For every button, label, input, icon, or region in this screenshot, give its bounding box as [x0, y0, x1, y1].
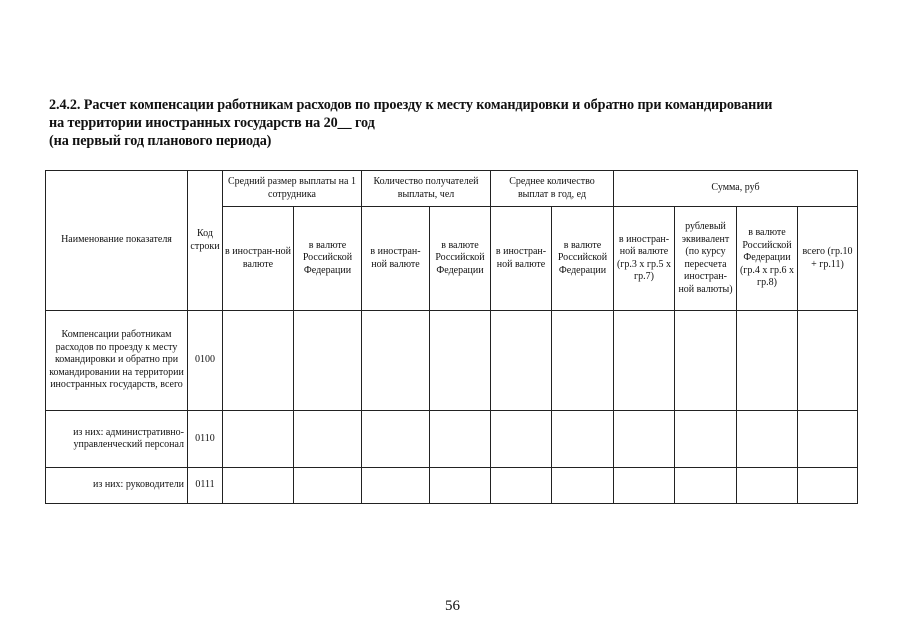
- data-cell[interactable]: [294, 468, 362, 504]
- data-cell[interactable]: [798, 311, 858, 411]
- row-label: Компенсации работникам расходов по проезду к месту командировки и обратно при командировании на территории иностранных государств, всего: [46, 311, 188, 411]
- sub-sum-foreign: в иностран-ной валюте (гр.3 х гр.5 х гр.7): [614, 207, 675, 311]
- data-cell[interactable]: [223, 411, 294, 468]
- table-row: [46, 311, 858, 411]
- data-cell[interactable]: [675, 411, 737, 468]
- data-cell[interactable]: [737, 468, 798, 504]
- data-cell[interactable]: [737, 311, 798, 411]
- page-number: 56: [445, 598, 460, 614]
- group-avg-payment-header: Средний размер выплаты на 1 сотрудника: [223, 171, 362, 207]
- sub-avg-payment-foreign: в иностран-ной валюте: [223, 207, 294, 311]
- data-cell[interactable]: [675, 468, 737, 504]
- sub-recipients-rub: в валюте Российской Федерации: [430, 207, 491, 311]
- heading-line-1: 2.4.2. Расчет компенсации работникам расходов по проезду к месту командировки и обратно при командировании: [49, 97, 773, 113]
- data-cell[interactable]: [552, 411, 614, 468]
- col-code-header: Код строки: [188, 171, 223, 311]
- data-cell[interactable]: [614, 311, 675, 411]
- row-code: 0100: [188, 311, 223, 411]
- data-cell[interactable]: [430, 311, 491, 411]
- data-cell[interactable]: [552, 311, 614, 411]
- row-label: из них: руководители: [46, 468, 188, 504]
- data-cell[interactable]: [675, 311, 737, 411]
- data-cell[interactable]: [614, 468, 675, 504]
- compensation-table: [45, 170, 858, 504]
- data-cell[interactable]: [362, 411, 430, 468]
- data-cell[interactable]: [430, 468, 491, 504]
- sub-avg-count-foreign: в иностран-ной валюте: [491, 207, 552, 311]
- data-cell[interactable]: [223, 468, 294, 504]
- sub-sum-rub: в валюте Российской Федерации (гр.4 х гр.6 х гр.8): [737, 207, 798, 311]
- data-cell[interactable]: [737, 411, 798, 468]
- row-code: 0111: [188, 468, 223, 504]
- row-code: 0110: [188, 411, 223, 468]
- data-cell[interactable]: [491, 468, 552, 504]
- section-heading: [49, 96, 869, 150]
- data-cell[interactable]: [491, 411, 552, 468]
- sub-sum-equivalent: рублевый эквивалент (по курсу пересчета иностран-ной валюты): [675, 207, 737, 311]
- sub-avg-count-rub: в валюте Российской Федерации: [552, 207, 614, 311]
- heading-line-2: на территории иностранных государств на 20__ год: [49, 115, 375, 131]
- sub-sum-total: всего (гр.10 + гр.11): [798, 207, 858, 311]
- data-cell[interactable]: [362, 468, 430, 504]
- group-avg-count-header: Среднее количество выплат в год, ед: [491, 171, 614, 207]
- row-label: из них: административно-управленческий персонал: [46, 411, 188, 468]
- data-cell[interactable]: [798, 411, 858, 468]
- heading-line-3: (на первый год планового периода): [49, 133, 272, 149]
- header-row-groups: [46, 171, 858, 207]
- table-row: [46, 411, 858, 468]
- group-sum-header: Сумма, руб: [614, 171, 858, 207]
- data-cell[interactable]: [491, 311, 552, 411]
- data-cell[interactable]: [798, 468, 858, 504]
- group-recipients-header: Количество получателей выплаты, чел: [362, 171, 491, 207]
- data-cell[interactable]: [294, 411, 362, 468]
- sub-recipients-foreign: в иностран-ной валюте: [362, 207, 430, 311]
- data-cell[interactable]: [294, 311, 362, 411]
- data-cell[interactable]: [362, 311, 430, 411]
- data-cell[interactable]: [552, 468, 614, 504]
- col-name-header: Наименование показателя: [46, 171, 188, 311]
- data-cell[interactable]: [614, 411, 675, 468]
- data-cell[interactable]: [430, 411, 491, 468]
- table-row: [46, 468, 858, 504]
- data-cell[interactable]: [223, 311, 294, 411]
- sub-avg-payment-rub: в валюте Российской Федерации: [294, 207, 362, 311]
